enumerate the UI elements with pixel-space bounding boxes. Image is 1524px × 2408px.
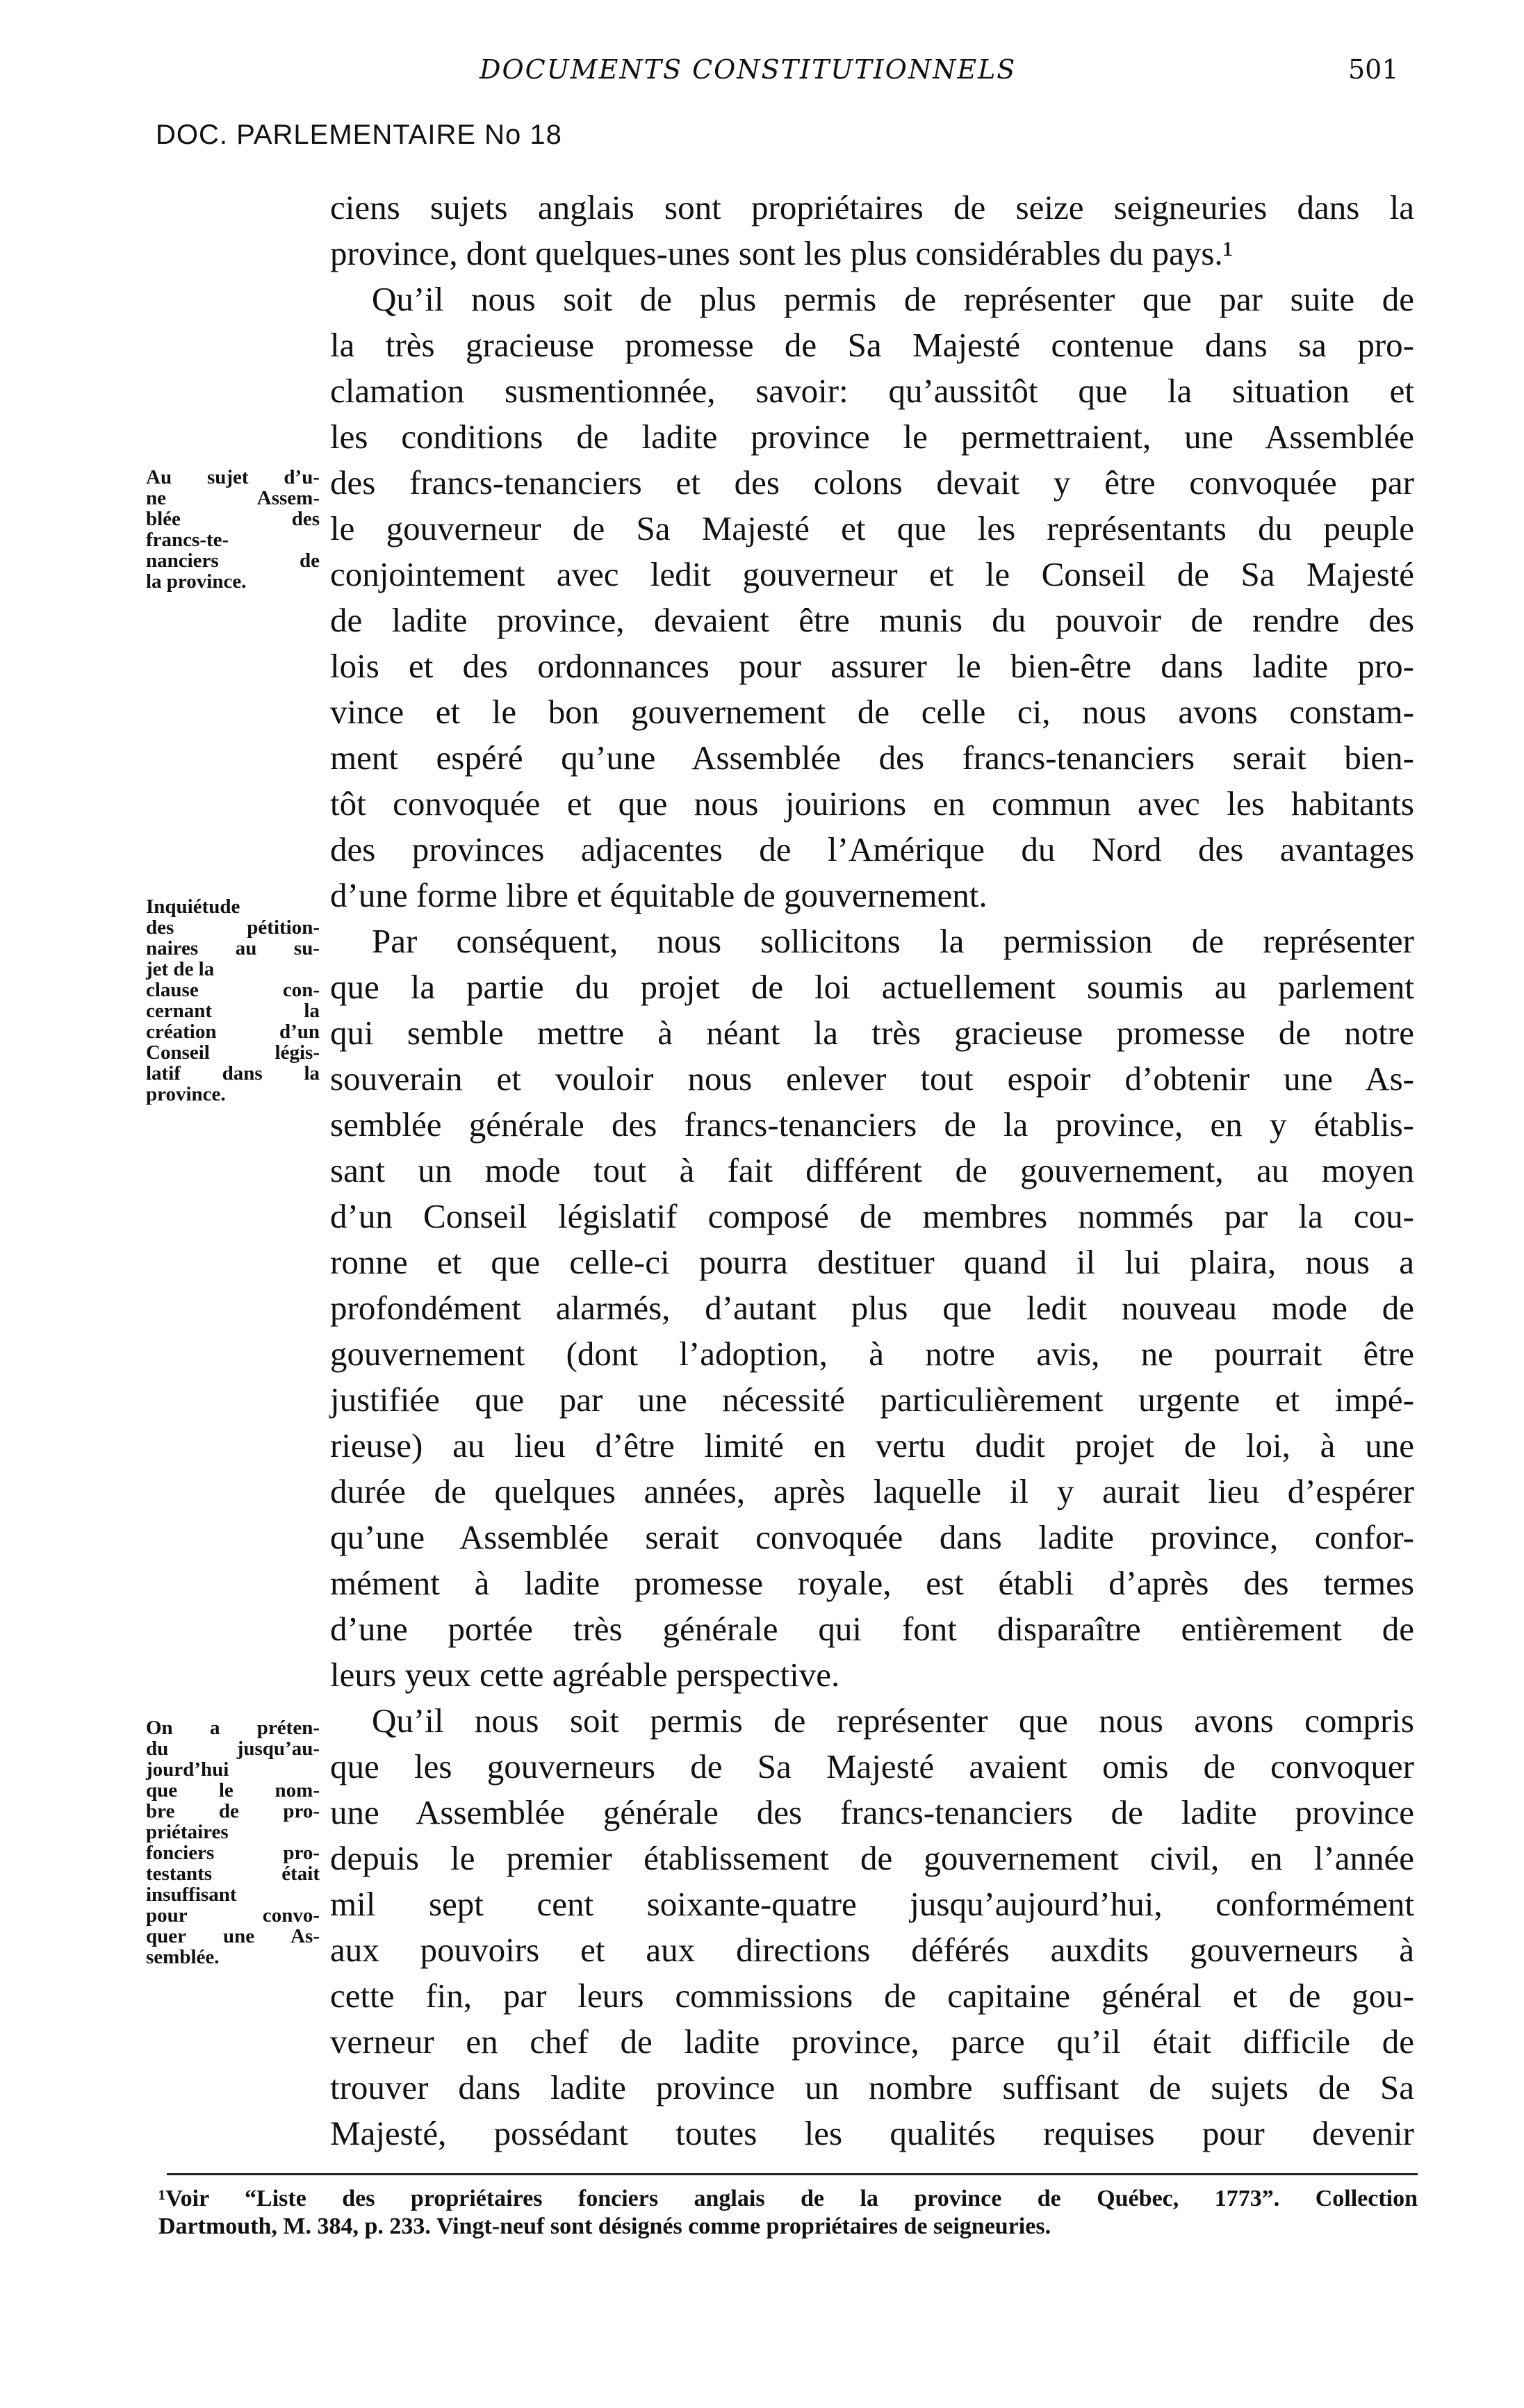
document-label: DOC. PARLEMENTAIRE No 18 <box>156 119 562 150</box>
margin-note-line: insuffisant <box>146 1883 237 1906</box>
body-line: Qu’il nous soit de plus permis de représenter que par suite de <box>372 280 1414 318</box>
body-line: d’un Conseil législatif composé de membres nommés par la cou- <box>330 1197 1414 1235</box>
margin-note-line: naires au su- <box>146 937 320 959</box>
body-line: clamation susmentionnée, savoir: qu’aussitôt que la situation et <box>330 372 1414 410</box>
margin-note-line: semblée. <box>146 1946 220 1968</box>
body-line: leurs yeux cette agréable perspective. <box>330 1656 840 1694</box>
body-line: la très gracieuse promesse de Sa Majesté contenue dans sa pro- <box>330 326 1414 364</box>
margin-note-line: Conseil légis- <box>146 1041 320 1064</box>
body-line: aux pouvoirs et aux directions déférés auxdits gouverneurs à <box>330 1931 1414 1969</box>
margin-note-line: cernant la <box>146 1000 320 1022</box>
margin-note-line: province. <box>146 1083 226 1105</box>
margin-note-line: que le nom- <box>146 1779 320 1801</box>
body-line: mément à ladite promesse royale, est établi d’après des termes <box>330 1564 1414 1602</box>
margin-note-proprietaires <box>146 1717 320 1968</box>
margin-note-line: la province. <box>146 570 247 593</box>
footnote <box>158 2185 1418 2241</box>
margin-note-inquietude <box>146 896 320 1105</box>
body-line: d’une forme libre et équitable de gouvernement. <box>330 876 988 914</box>
margin-note-line: pour convo- <box>146 1904 320 1927</box>
body-line: justifiée que par une nécessité particulièrement urgente et impé- <box>330 1380 1414 1419</box>
body-line: vince et le bon gouvernement de celle ci, nous avons constam- <box>330 693 1414 731</box>
footnote-line: Dartmouth, M. 384, p. 233. Vingt-neuf sont désignés comme propriétaires de seigneuries. <box>158 2213 1051 2239</box>
body-line: qui semble mettre à néant la très gracieuse promesse de notre <box>330 1014 1414 1052</box>
margin-note-line: nanciers de <box>146 550 320 572</box>
body-line: des francs-tenanciers et des colons devait y être convoquée par <box>330 463 1414 502</box>
body-line: semblée générale des francs-tenanciers de la province, en y établis- <box>330 1105 1414 1144</box>
body-line: conjointement avec ledit gouverneur et le Conseil de Sa Majesté <box>330 555 1414 593</box>
margin-note-line: Inquiétude <box>146 896 240 918</box>
margin-note-line: bre de pro- <box>146 1800 320 1822</box>
running-title: DOCUMENTS CONSTITUTIONNELS <box>480 54 1017 85</box>
footnote-line: ¹Voir “Liste des propriétaires fonciers anglais de la province de Québec, 1773”. Collection <box>158 2186 1418 2211</box>
body-line: ment espéré qu’une Assemblée des francs-tenanciers serait bien- <box>330 739 1414 777</box>
body-text <box>330 185 1414 2157</box>
body-line: depuis le premier établissement de gouvernement civil, en l’année <box>330 1839 1414 1877</box>
margin-note-line: blée des <box>146 508 320 530</box>
margin-note-line: testants était <box>146 1863 320 1885</box>
body-line: cette fin, par leurs commissions de capitaine général et de gou- <box>330 1977 1414 2015</box>
body-line: d’une portée très générale qui font disparaître entièrement de <box>330 1610 1414 1648</box>
margin-note-line: Au sujet d’u- <box>146 466 320 488</box>
body-line: que la partie du projet de loi actuellement soumis au parlement <box>330 968 1414 1006</box>
margin-note-line: On a préten- <box>146 1717 320 1739</box>
margin-note-line: francs-te- <box>146 529 229 551</box>
body-line: Qu’il nous soit permis de représenter que nous avons compris <box>372 1701 1414 1740</box>
body-line: profondément alarmés, d’autant plus que ledit nouveau mode de <box>330 1289 1414 1327</box>
page-number: 501 <box>1348 54 1399 85</box>
footnote-rule <box>167 2173 1418 2175</box>
margin-note-line: des pétition- <box>146 916 320 939</box>
body-line: Majesté, possédant toutes les qualités requises pour devenir <box>330 2114 1414 2152</box>
body-line: de ladite province, devaient être munis du pouvoir de rendre des <box>330 601 1414 639</box>
margin-note-line: jourd’hui <box>146 1758 229 1781</box>
margin-note-assemblee <box>146 467 320 592</box>
margin-note-line: priétaires <box>146 1821 229 1843</box>
margin-note-line: latif dans la <box>146 1062 320 1085</box>
body-line: lois et des ordonnances pour assurer le bien-être dans ladite pro- <box>330 647 1414 685</box>
body-line: province, dont quelques-unes sont les plus considérables du pays.¹ <box>330 234 1234 272</box>
body-line: une Assemblée générale des francs-tenanciers de ladite province <box>330 1793 1414 1831</box>
body-line: sant un mode tout à fait différent de gouvernement, au moyen <box>330 1151 1414 1189</box>
body-line: les conditions de ladite province le permettraient, une Assemblée <box>330 418 1414 456</box>
body-line: tôt convoquée et que nous jouirions en commun avec les habitants <box>330 784 1414 823</box>
margin-note-line: quer une As- <box>146 1925 320 1947</box>
body-line: gouvernement (dont l’adoption, à notre avis, ne pourrait être <box>330 1335 1414 1373</box>
body-line: ciens sujets anglais sont propriétaires de seize seigneuries dans la <box>330 188 1414 226</box>
margin-note-line: fonciers pro- <box>146 1842 320 1864</box>
body-line: trouver dans ladite province un nombre suffisant de sujets de Sa <box>330 2068 1414 2106</box>
body-line: rieuse) au lieu d’être limité en vertu dudit projet de loi, à une <box>330 1426 1414 1465</box>
body-line: le gouverneur de Sa Majesté et que les représentants du peuple <box>330 509 1414 547</box>
margin-note-line: du jusqu’au- <box>146 1738 320 1760</box>
body-line: ronne et que celle-ci pourra destituer quand il lui plaira, nous a <box>330 1243 1414 1281</box>
body-line: verneur en chef de ladite province, parce qu’il était difficile de <box>330 2022 1414 2061</box>
body-line: Par conséquent, nous sollicitons la permission de représenter <box>372 922 1414 960</box>
body-line: que les gouverneurs de Sa Majesté avaient omis de convoquer <box>330 1747 1414 1786</box>
margin-note-line: création d’un <box>146 1021 320 1043</box>
margin-note-line: ne Assem- <box>146 487 320 509</box>
body-line: mil sept cent soixante-quatre jusqu’aujourd’hui, conformément <box>330 1885 1414 1923</box>
margin-note-line: clause con- <box>146 979 320 1001</box>
body-line: souverain et vouloir nous enlever tout espoir d’obtenir une As- <box>330 1059 1414 1098</box>
body-line: des provinces adjacentes de l’Amérique du Nord des avantages <box>330 830 1414 868</box>
body-line: qu’une Assemblée serait convoquée dans ladite province, confor- <box>330 1518 1414 1556</box>
margin-note-line: jet de la <box>146 958 215 980</box>
body-line: durée de quelques années, après laquelle il y aurait lieu d’espérer <box>330 1472 1414 1510</box>
